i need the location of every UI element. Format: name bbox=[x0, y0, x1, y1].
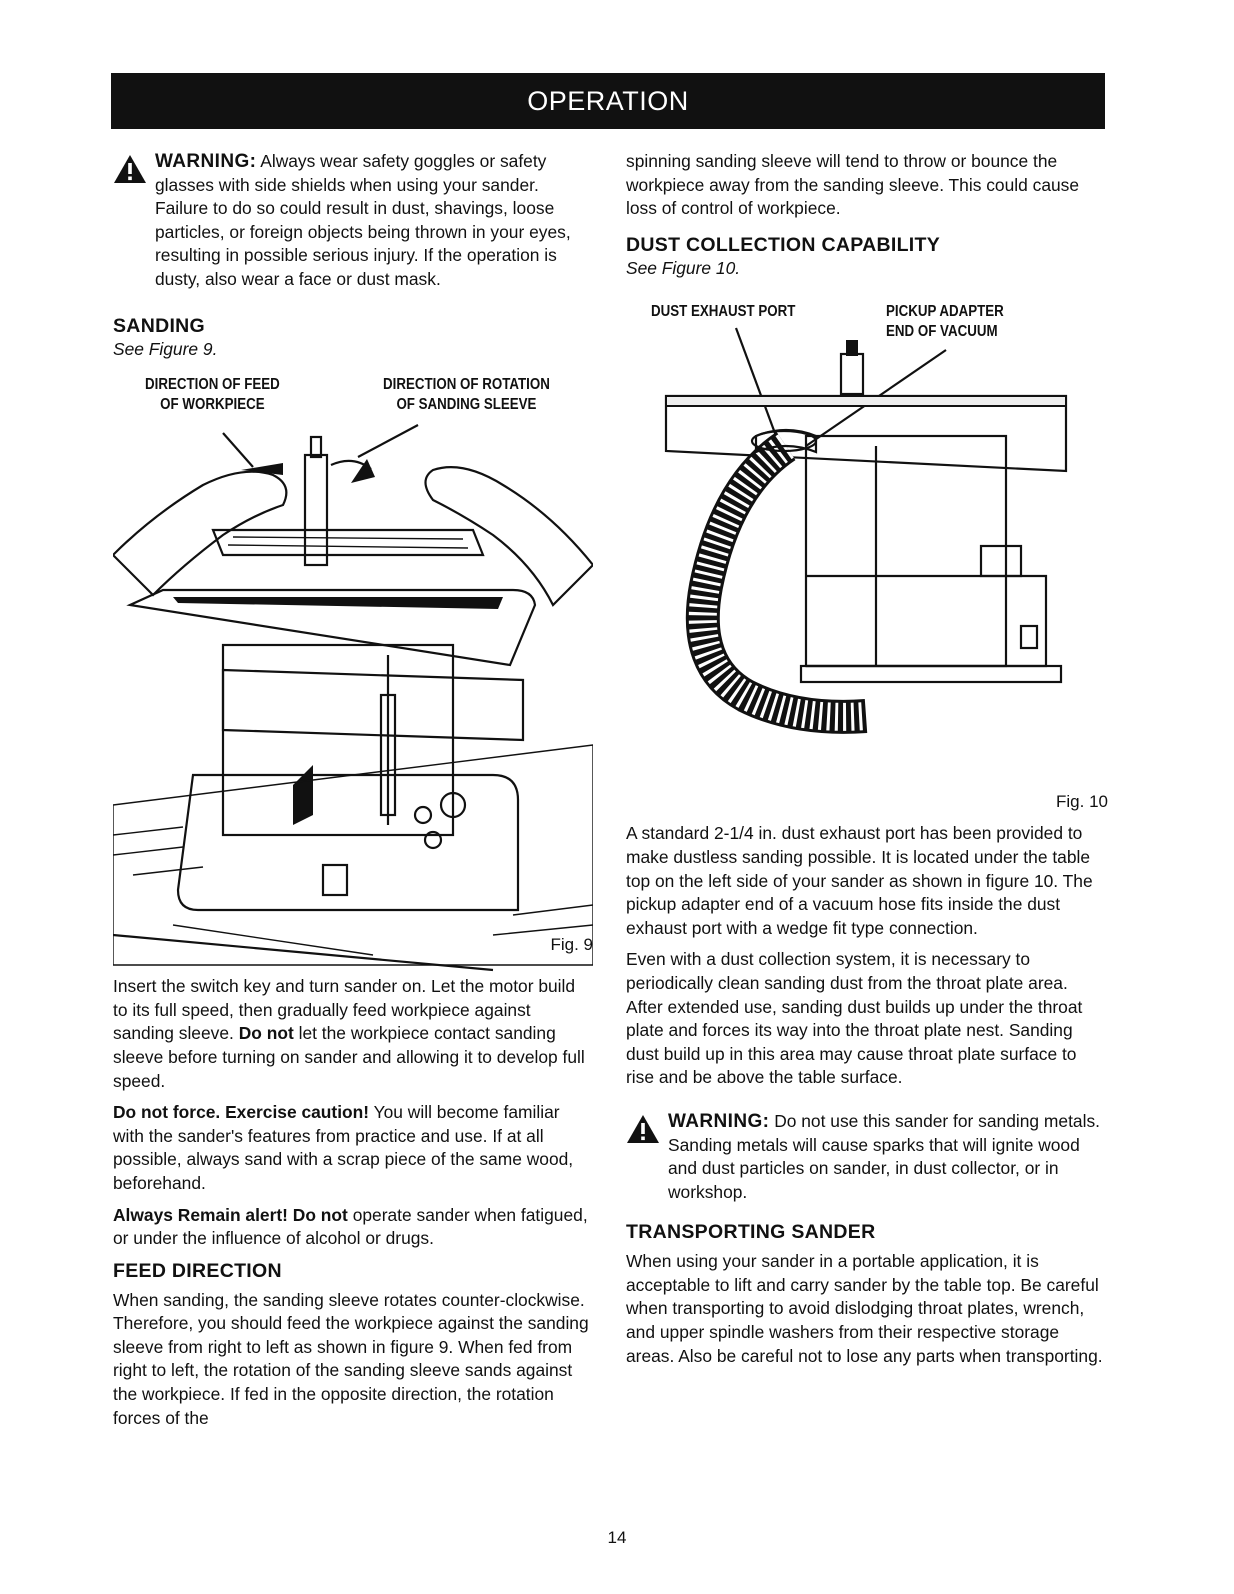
para-continued: spinning sanding sleeve will tend to throw or bounce the workpiece away from the sanding sleeve. This could cause loss of control of workpiece. bbox=[626, 151, 1080, 219]
sander-illustration-fig10 bbox=[626, 326, 1108, 796]
label-direction-of-rotation: DIRECTION OF ROTATION OF SANDING SLEEVE bbox=[383, 376, 550, 414]
fig9-caption: Fig. 9 bbox=[550, 935, 593, 955]
para-clean-dust: Even with a dust collection system, it is necessary to periodically clean sanding dust from the throat plate area. After extended use, sanding dust builds up under the throat plate and forces its way into the throat plate nest. Sanding dust build up in this area may cause throat plate surface to rise and be above the table surface. bbox=[626, 949, 1083, 1088]
transporting-heading: TRANSPORTING SANDER bbox=[626, 1221, 876, 1244]
figure-9 bbox=[113, 375, 593, 955]
feed-direction-heading: FEED DIRECTION bbox=[113, 1259, 282, 1282]
see-figure-9: See Figure 9. bbox=[113, 338, 218, 359]
warning-triangle-icon bbox=[626, 1114, 660, 1144]
warning-goggles bbox=[113, 150, 591, 292]
fig10-caption: Fig. 10 bbox=[1056, 792, 1108, 812]
para-do-not-force: Do not force. Exercise caution! You will become familiar with the sander's features from practice and use. If at all possible, always sand with a scrap piece of the same wood, beforehand. bbox=[113, 1102, 574, 1193]
section-banner bbox=[111, 73, 1105, 129]
label-direction-of-feed: DIRECTION OF FEED OF WORKPIECE bbox=[145, 376, 280, 414]
warning-label: WARNING: bbox=[155, 151, 257, 172]
sander-illustration-fig9 bbox=[113, 415, 593, 975]
warning-text: Always wear safety goggles or safety glasses with side shields when using your sander. Failure to do so could result in dust, shavings, loose particles, or foreign objects being thrown in your eyes, resulting in possible serious injury. If the operation is dusty, also wear a face or dust mask. bbox=[155, 151, 571, 289]
label-dust-exhaust-port: DUST EXHAUST PORT bbox=[651, 303, 796, 321]
warning-triangle-icon bbox=[113, 154, 147, 184]
see-figure-10: See Figure 10. bbox=[626, 257, 741, 278]
page-title: OPERATION bbox=[527, 85, 689, 116]
para-dust-port: A standard 2-1/4 in. dust exhaust port has been provided to make dustless sanding possible. It is located under the table top on the left side of your sander as shown in figure 10. The pickup adapter end of a vacuum hose fits inside the dust exhaust port with a wedge fit type connection. bbox=[626, 823, 1093, 938]
warning-metals bbox=[626, 1110, 1108, 1204]
right-column bbox=[626, 150, 1108, 1376]
label-pickup-adapter: PICKUP ADAPTER END OF VACUUM bbox=[886, 303, 1004, 341]
dust-collection-heading: DUST COLLECTION CAPABILITY bbox=[626, 233, 941, 256]
figure-10 bbox=[626, 302, 1108, 812]
feed-direction-text: When sanding, the sanding sleeve rotates counter-clockwise. Therefore, you should feed the workpiece against the sanding sleeve from right to left as shown in figure 9. When fed from right to left, the rotation of the sanding sleeve sands against the workpiece. If fed in the opposite direction, the rotation forces of the bbox=[113, 1289, 589, 1428]
transporting-text: When using your sander in a portable application, it is acceptable to lift and carry sander by the table top. Be careful when transporting to avoid dislodging throat plates, wrench, and upper spindle washers from their respective storage areas. Also be careful not to lose any parts when transporting. bbox=[626, 1251, 1103, 1366]
left-column bbox=[113, 150, 591, 1438]
para-insert-switch: Insert the switch key and turn sander on. Let the motor build to its full speed, then gradually feed workpiece against sanding sleeve. Do not let the workpiece contact sanding sleeve before turning on sander and allowing it to develop full speed. bbox=[113, 976, 585, 1091]
warning-label: WARNING: bbox=[668, 1110, 770, 1132]
para-remain-alert: Always Remain alert! Do not operate sander when fatigued, or under the influence of alcohol or drugs. bbox=[113, 1204, 588, 1249]
sanding-heading: SANDING bbox=[113, 314, 206, 337]
page-number: 14 bbox=[607, 1528, 627, 1547]
warning-text: Do not use this sander for sanding metals. Sanding metals will cause sparks that will ignite wood and dust particles on sander, in dust collector, or in workshop. bbox=[668, 1110, 1100, 1202]
